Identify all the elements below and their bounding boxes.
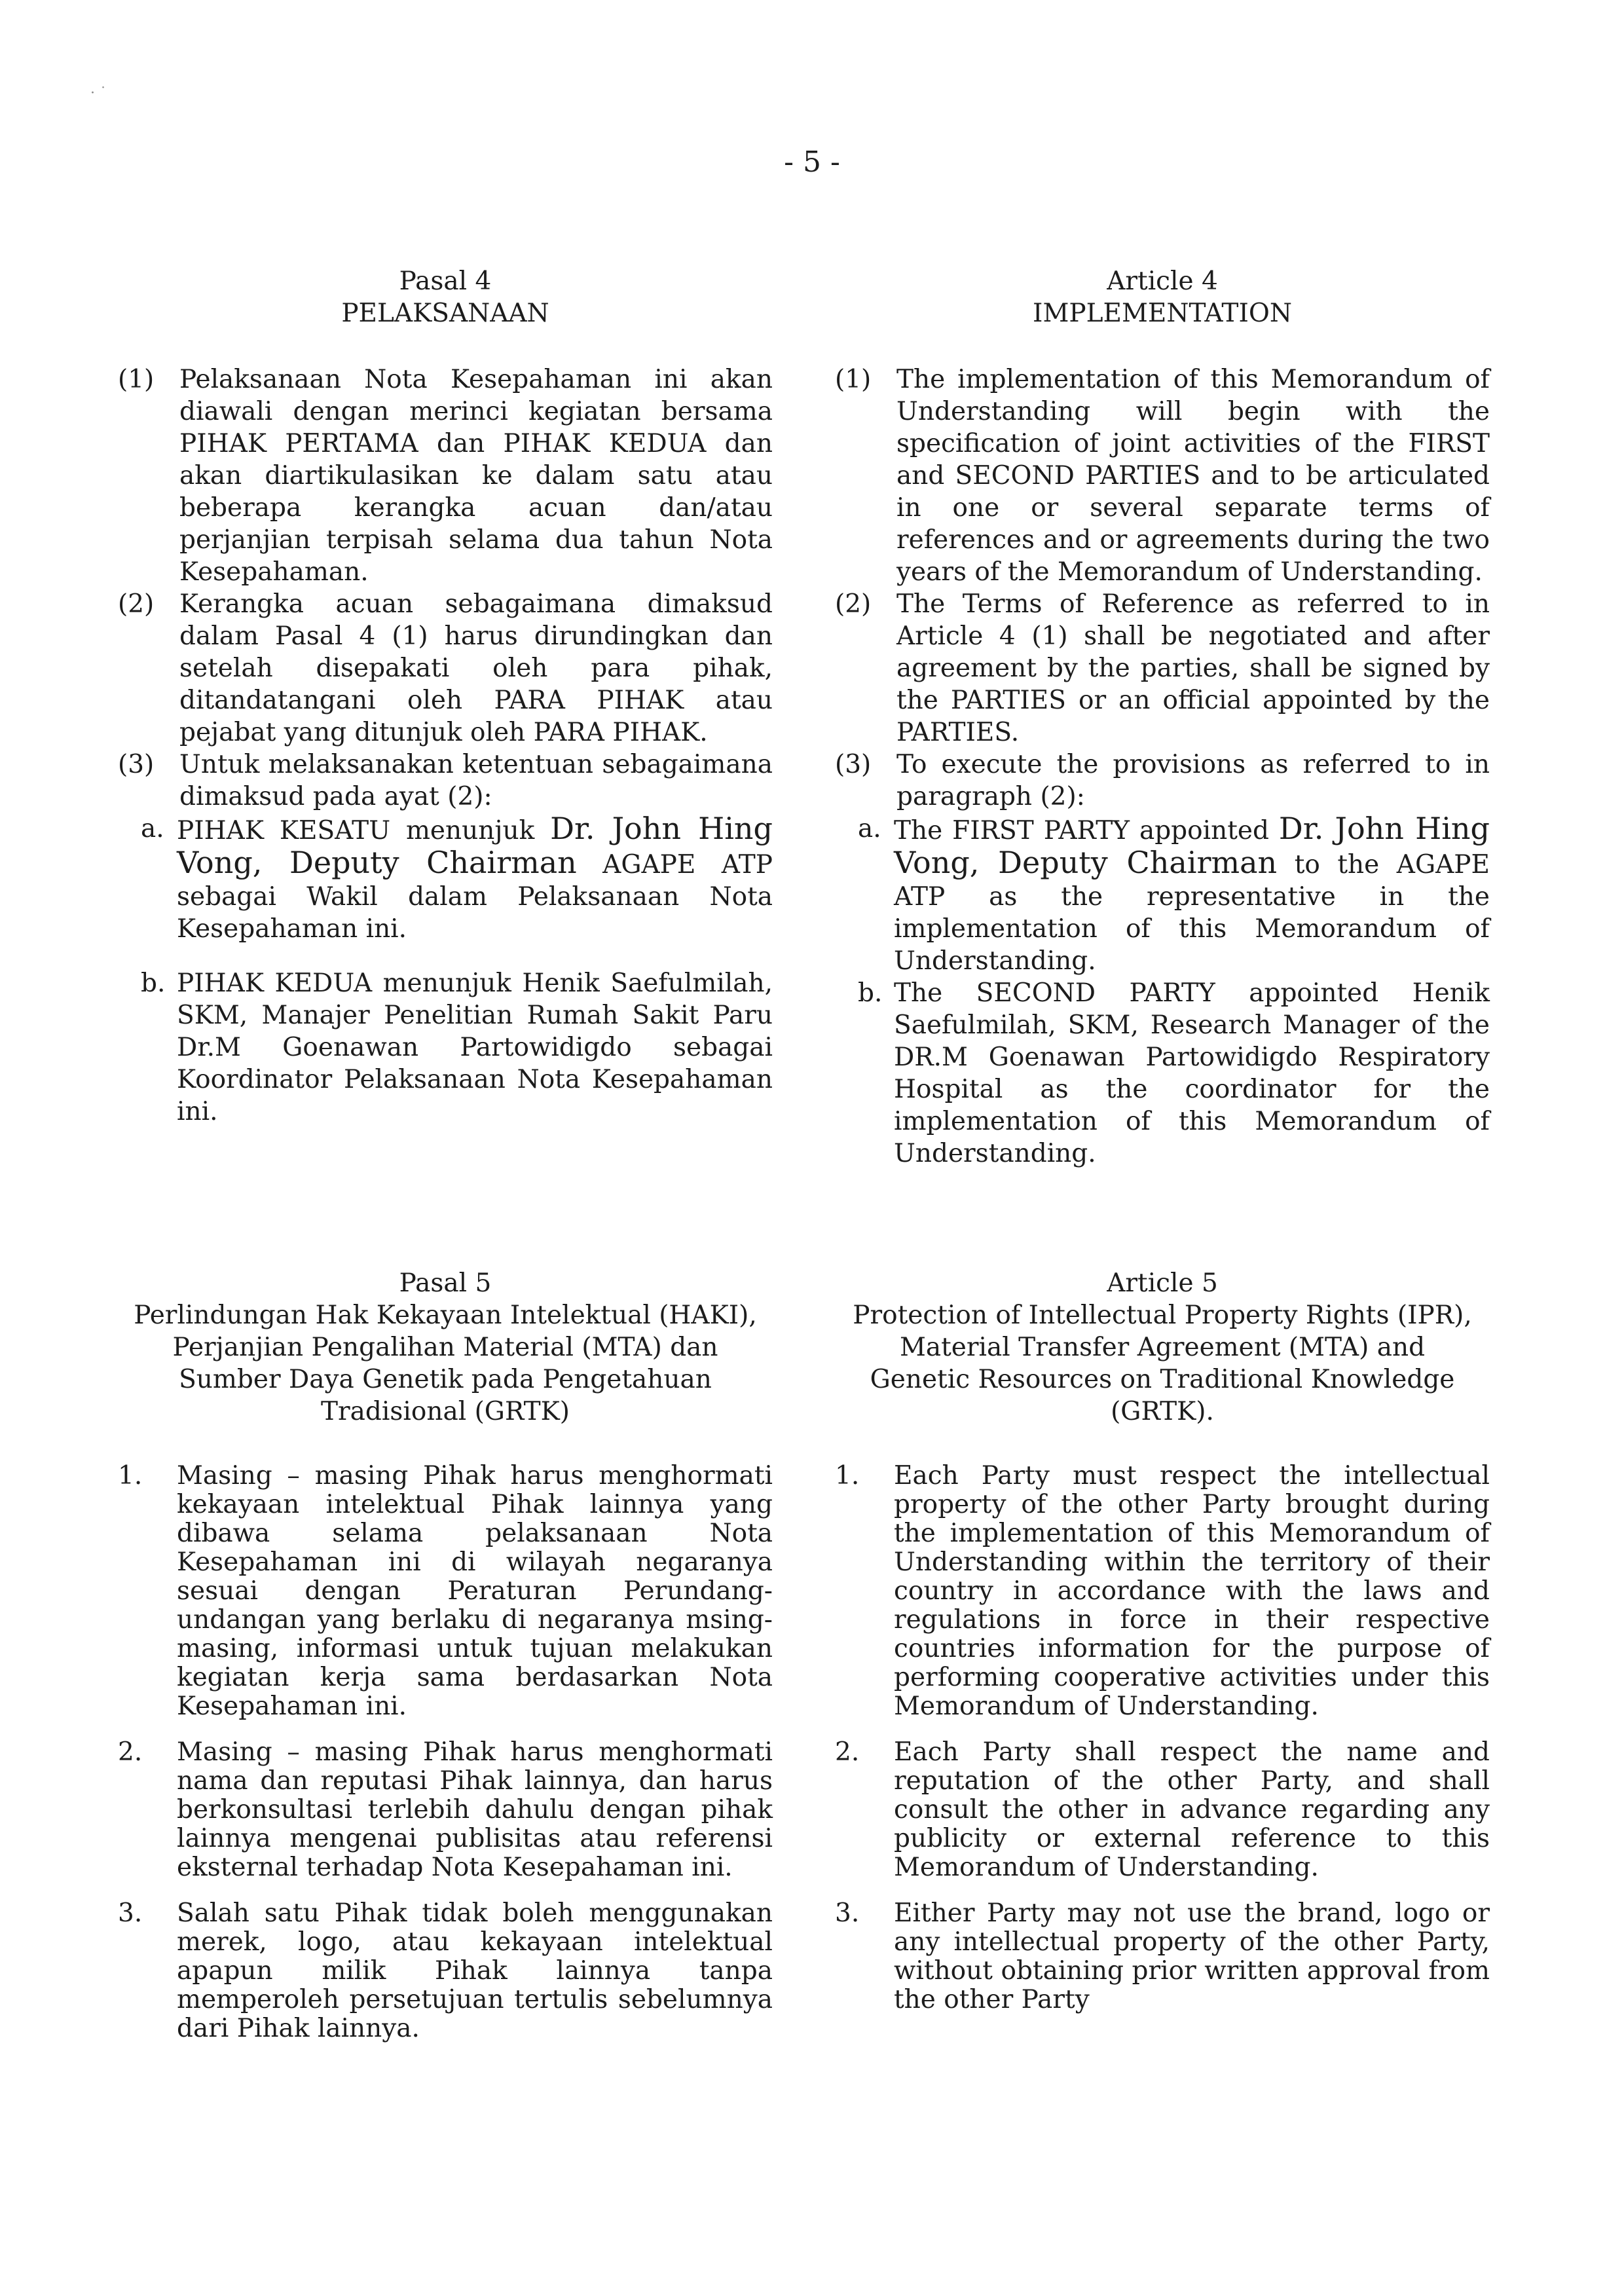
page-number: - 5 - bbox=[784, 145, 840, 179]
article-5-item-3 bbox=[835, 1899, 1490, 2014]
article-5-heading-line-4: (GRTK). bbox=[1111, 1397, 1214, 1426]
article-4-title: Article 4 bbox=[1107, 267, 1218, 296]
article-5-item-1 bbox=[835, 1462, 1490, 1721]
article-5-title: Article 5 bbox=[1107, 1268, 1218, 1298]
item-text: Masing – masing Pihak harus menghormati kekayaan intelektual Pihak lainnya yang dibawa selama pelaksanaan Nota Kesepahaman ini di wilayah negaranya sesuai dengan Peraturan Perundang-undangan yang berlaku di negaranya msing-masing, informasi untuk tujuan melakukan kegiatan kerja sama berdasarkan Nota Kesepahaman ini. bbox=[177, 1461, 773, 1721]
item-number: (1) bbox=[118, 365, 155, 394]
item-number: (1) bbox=[835, 365, 872, 394]
subitem-text-post: to the AGAPE ATP as the representative in the implementation of this Memorandum of Understanding. bbox=[894, 850, 1490, 976]
item-text: Untuk melaksanakan ketentuan sebagaimana dimaksud pada ayat (2): bbox=[179, 750, 773, 811]
item-text: Each Party must respect the intellectual property of the other Party brought during the implementation of this Memorandum of Understanding within the territory of their country in accordance with the laws and regulations in force in their respective countries information for the purpose of performing cooperative activities under this Memorandum of Understanding. bbox=[894, 1461, 1490, 1721]
subitem-text-pre: The FIRST PARTY appointed bbox=[894, 816, 1279, 845]
item-number: 3. bbox=[835, 1898, 860, 1928]
subitem-text: PIHAK KEDUA menunjuk Henik Saefulmilah, SKM, Manajer Penelitian Rumah Sakit Paru Dr.M Goenawan Partowidigdo sebagai Koordinator Pelaksanaan Nota Kesepahaman ini. bbox=[177, 969, 773, 1126]
item-number: 1. bbox=[835, 1461, 860, 1491]
pasal-4-title: Pasal 4 bbox=[399, 267, 492, 296]
pasal-4-subtitle: PELAKSANAAN bbox=[341, 299, 549, 328]
item-text: The Terms of Reference as referred to in Article 4 (1) shall be negotiated and after agreement by the parties, shall be signed by the PARTIES or an official appointed by the PARTIES. bbox=[896, 589, 1490, 747]
subitem-letter: a. bbox=[141, 814, 164, 843]
item-text: Either Party may not use the brand, logo or any intellectual property of the other Party, without obtaining prior written approval from the other Party bbox=[894, 1898, 1490, 2014]
pasal-5-item-2 bbox=[118, 1738, 773, 1882]
item-number: (2) bbox=[835, 589, 872, 619]
subitem-letter: b. bbox=[141, 969, 166, 998]
article-5-column bbox=[835, 1267, 1490, 2031]
subitem-letter: b. bbox=[858, 978, 883, 1008]
item-text: Masing – masing Pihak harus menghormati nama dan reputasi Pihak lainnya, dan harus berkonsultasi terlebih dahulu dengan pihak lainnya mengenai publisitas atau referensi eksternal terhadap Nota Kesepahaman ini. bbox=[177, 1737, 773, 1882]
pasal-5-item-3 bbox=[118, 1899, 773, 2043]
subitem-letter: a. bbox=[858, 814, 881, 843]
pasal-4-heading bbox=[118, 265, 773, 329]
item-number: 2. bbox=[835, 1737, 860, 1767]
article-5-heading-line-3: Genetic Resources on Traditional Knowledge bbox=[870, 1365, 1455, 1394]
item-number: (2) bbox=[118, 589, 155, 619]
item-text: Kerangka acuan sebagaimana dimaksud dalam Pasal 4 (1) harus dirundingkan dan setelah disepakati oleh para pihak, ditandatangani oleh PARA PIHAK atau pejabat yang ditunjuk oleh PARA PIHAK. bbox=[179, 589, 773, 747]
pasal-4-item-2 bbox=[118, 588, 773, 749]
item-text: The implementation of this Memorandum of Understanding will begin with the specification of joint activities of the FIRST and SECOND PARTIES and to be articulated in one or several separate terms of references and or agreements during the two years of the Memorandum of Understanding. bbox=[896, 365, 1490, 587]
pasal-4-subitem-b bbox=[118, 967, 773, 1128]
article-5-heading bbox=[835, 1267, 1490, 1428]
pasal-5-item-1 bbox=[118, 1462, 773, 1721]
article-4-item-2 bbox=[835, 588, 1490, 749]
article-4-item-3 bbox=[835, 749, 1490, 813]
article-5-heading-line-2: Material Transfer Agreement (MTA) and bbox=[899, 1333, 1426, 1362]
item-number: (3) bbox=[835, 750, 872, 779]
scan-specks: · ˙ bbox=[90, 85, 107, 102]
article-4-subitem-b bbox=[835, 977, 1490, 1170]
item-text: Salah satu Pihak tidak boleh menggunakan merek, logo, atau kekayaan intelektual apapun milik Pihak lainnya tanpa memperoleh persetujuan tertulis sebelumnya dari Pihak lainnya. bbox=[177, 1898, 773, 2043]
article-5-heading-line-1: Protection of Intellectual Property Rights (IPR), bbox=[853, 1301, 1472, 1330]
subitem-text: The SECOND PARTY appointed Henik Saefulmilah, SKM, Research Manager of the DR.M Goenawan Partowidigdo Respiratory Hospital as the coordinator for the implementation of this Memorandum of Understanding. bbox=[894, 978, 1490, 1168]
pasal-5-heading-line-2: Perjanjian Pengalihan Material (MTA) dan bbox=[172, 1333, 718, 1362]
pasal-4-item-1 bbox=[118, 363, 773, 588]
item-number: 2. bbox=[118, 1737, 143, 1767]
article-5-item-2 bbox=[835, 1738, 1490, 1882]
pasal-5-title: Pasal 5 bbox=[399, 1268, 492, 1298]
pasal-4-item-3 bbox=[118, 749, 773, 813]
item-number: 1. bbox=[118, 1461, 143, 1491]
article-4-heading bbox=[835, 265, 1490, 329]
article-4-column bbox=[835, 265, 1490, 1170]
subitem-text-emphasis: Dr. John Hing Vong, Deputy Chairman bbox=[177, 811, 773, 880]
subitem-text-pre: PIHAK KESATU menunjuk bbox=[177, 816, 551, 845]
article-4-item-1 bbox=[835, 363, 1490, 588]
item-text: Pelaksanaan Nota Kesepahaman ini akan diawali dengan merinci kegiatan bersama PIHAK PERTAMA dan PIHAK KEDUA dan akan diartikulasikan ke dalam satu atau beberapa kerangka acuan dan/atau perjanjian terpisah selama dua tahun Nota Kesepahaman. bbox=[179, 365, 773, 587]
pasal-5-heading-line-1: Perlindungan Hak Kekayaan Intelektual (HAKI), bbox=[134, 1301, 757, 1330]
article-4-subtitle: IMPLEMENTATION bbox=[1033, 299, 1292, 328]
item-text: To execute the provisions as referred to in paragraph (2): bbox=[896, 750, 1490, 811]
subitem-text-emphasis: Dr. John Hing Vong, Deputy Chairman bbox=[894, 811, 1490, 880]
article-4-subitem-a bbox=[835, 813, 1490, 977]
pasal-5-column bbox=[118, 1267, 773, 2060]
subitem-text-post: AGAPE ATP sebagai Wakil dalam Pelaksanaan Nota Kesepahaman ini. bbox=[177, 850, 773, 944]
pasal-4-column bbox=[118, 265, 773, 1128]
pasal-5-heading bbox=[118, 1267, 773, 1428]
pasal-5-heading-line-3: Sumber Daya Genetik pada Pengetahuan bbox=[179, 1365, 712, 1394]
item-text: Each Party shall respect the name and reputation of the other Party, and shall consult the other in advance regarding any publicity or external reference to this Memorandum of Understanding. bbox=[894, 1737, 1490, 1882]
item-number: (3) bbox=[118, 750, 155, 779]
item-number: 3. bbox=[118, 1898, 143, 1928]
pasal-5-heading-line-4: Tradisional (GRTK) bbox=[321, 1397, 570, 1426]
pasal-4-subitem-a bbox=[118, 813, 773, 945]
